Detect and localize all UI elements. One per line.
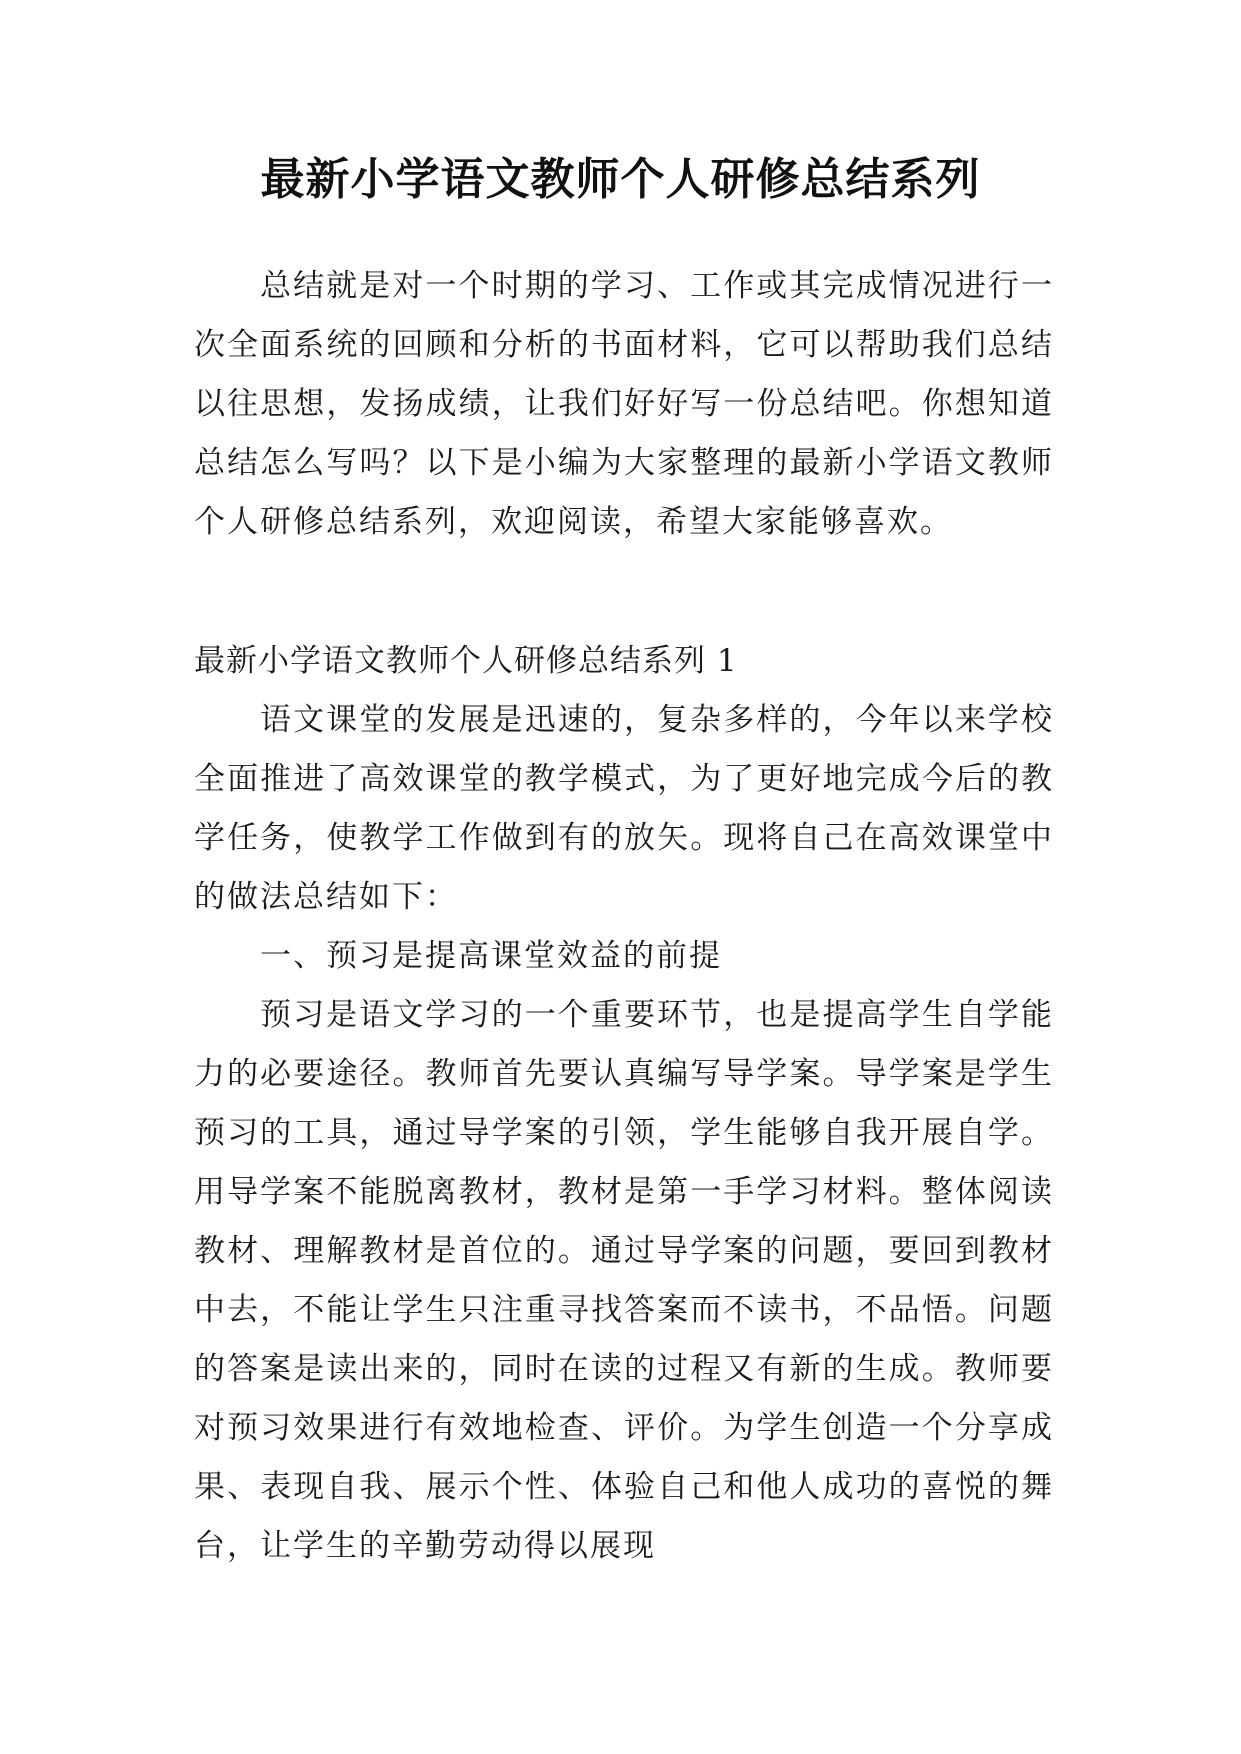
body-paragraph-1: 语文课堂的发展是迅速的，复杂多样的，今年以来学校全面推进了高效课堂的教学模式，为了更好地完成今后的教学任务，使教学工作做到有的放矢。现将自己在高效课堂中的做法总结如下： bbox=[194, 702, 1054, 915]
intro-paragraph: 总结就是对一个时期的学习、工作或其完成情况进行一次全面系统的回顾和分析的书面材料，它可以帮助我们总结以往思想，发扬成绩，让我们好好写一份总结吧。你想知道总结怎么写吗？以下是小编为大家整理的最新小学语文教师个人研修总结系列，欢迎阅读，希望大家能够喜欢。 bbox=[194, 268, 1054, 540]
sub-heading: 一、预习是提高课堂效益的前提 bbox=[260, 938, 722, 974]
body-paragraph-2: 预习是语文学习的一个重要环节，也是提高学生自学能力的必要途径。教师首先要认真编写导学案。导学案是学生预习的工具，通过导学案的引领，学生能够自我开展自学。用导学案不能脱离教材，教材是第一手学习材料。整体阅读教材、理解教材是首位的。通过导学案的问题，要回到教材中去，不能让学生只注重寻找答案而不读书，不品悟。问题的答案是读出来的，同时在读的过程又有新的生成。教师要对预习效果进行有效地检查、评价。为学生创造一个分享成果、表现自我、展示个性、体验自己和他人成功的喜悦的舞台，让学生的辛勤劳动得以展现 bbox=[194, 997, 1054, 1564]
document-title: 最新小学语文教师个人研修总结系列 bbox=[260, 154, 981, 205]
section-heading: 最新小学语文教师个人研修总结系列 1 bbox=[194, 643, 738, 679]
